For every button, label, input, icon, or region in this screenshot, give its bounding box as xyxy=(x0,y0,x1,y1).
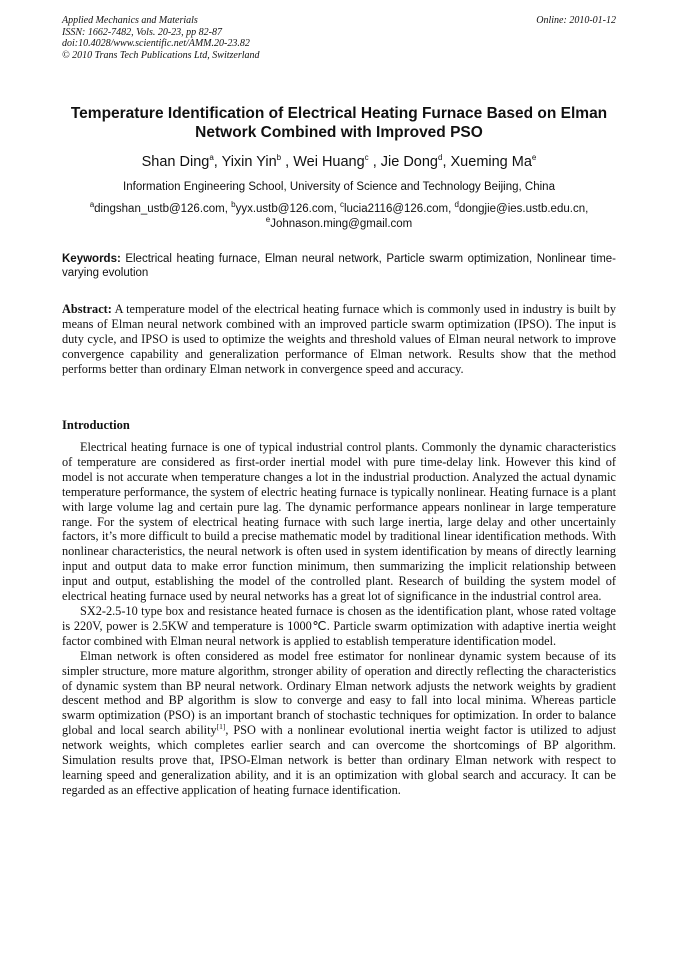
author-sep: , xyxy=(281,154,294,170)
author-sep: , xyxy=(368,154,381,170)
paper-title: Temperature Identification of Electrical Heating Furnace Based on Elman Network Combined with Improved PSO xyxy=(70,105,608,141)
author-name: Shan Ding xyxy=(141,154,210,170)
paragraph-text: Elman network is often considered as model free estimator for nonlinear dynamic system because of its simpler structure, more mature algorithm, stronger ability of operation and directly reflecting the characteristics of dynamic system than BP neural network. Ordinary Elman network adjusts the network weights by gradient descent method and BP algorithm is slow to converge and easy to fall into local minima. Whereas particle swarm optimization (PSO) is an important branch of stochastic techniques for optimization. In order to balance global and local search ability xyxy=(62,648,616,738)
email-link[interactable]: lucia2116@126.com xyxy=(343,203,449,215)
paragraph xyxy=(62,649,616,798)
section-heading: Introduction xyxy=(62,418,130,432)
author-emails: $^a$dingshan_ustb@126.com, $^b$yyx.ustb@126.com, $^c$lucia2116@126.com, $^d$dongjie@ies.ustb.edu.cn, $^e$Johnason.ming@gmail.com xyxy=(89,200,589,230)
copyright-line: © 2010 Trans Tech Publications Ltd, Switzerland xyxy=(62,49,260,61)
author-name: Xueming Ma xyxy=(450,154,532,170)
author-name: Yixin Yin xyxy=(221,154,277,170)
author-sup: c xyxy=(364,153,369,163)
author-list xyxy=(52,153,626,171)
paragraph: SX2-2.5-10 type box and resistance heated furnace is chosen as the identification plant, whose rated voltage is 220V, power is 2.5KW and temperature is 1000℃. Particle swarm optimization with adaptive inertia weight factor combined with Elman neural network is applied to establish temperature identification model. xyxy=(62,603,616,648)
keywords-text: Electrical heating furnace, Elman neural network, Particle swarm optimization, Nonlinear time-varying evolution xyxy=(62,253,617,279)
journal-header xyxy=(62,15,616,61)
author-sup: e xyxy=(531,153,537,163)
online-date: Online: 2010-01-12 xyxy=(536,15,616,26)
email-link[interactable]: dongjie@ies.ustb.edu.cn xyxy=(458,203,586,215)
keywords-block xyxy=(62,252,616,280)
introduction-body xyxy=(62,440,616,798)
paragraph-text: , PSO with a nonlinear evolutional inertia weight factor is utilized to adjust network weights, which completes earlier search and can overcome the shortcomings of BP algorithm. Simulation results prove that, IPSO-Elman network is better than ordinary Elman network with respect to learning speed and generalization ability, and it is an optimization with global search and accuracy. It can be regarded as an effective application of heating furnace identification. xyxy=(62,723,616,797)
author-sup: a xyxy=(209,153,214,163)
author-sup: d xyxy=(438,153,443,163)
abstract-label: Abstract: xyxy=(62,302,112,316)
author-name: Jie Dong xyxy=(380,154,438,170)
abstract-block xyxy=(62,302,616,377)
keywords-label: Keywords: xyxy=(62,253,121,265)
author-sup: b xyxy=(276,153,282,163)
author-name: Wei Huang xyxy=(293,154,365,170)
email-link[interactable]: yyx.ustb@126.com xyxy=(235,203,334,215)
author-sep: , xyxy=(213,154,222,170)
email-link[interactable]: Johnason.ming@gmail.com xyxy=(270,218,413,230)
doi-line: doi:10.4028/www.scientific.net/AMM.20-23.82 xyxy=(62,38,250,49)
journal-name: Applied Mechanics and Materials xyxy=(62,15,198,26)
abstract-text: A temperature model of the electrical heating furnace which is commonly used in industry is built by means of Elman neural network combined with an improved particle swarm optimization (IPSO). The input is duty cycle, and IPSO is used to optimize the weights and threshold values of Elman neural network to improve convergence capability and generalization performance of Elman network. Results show that the method performs better than ordinary Elman network in convergence speed and accuracy. xyxy=(62,302,616,377)
author-sep: , xyxy=(442,154,451,170)
paragraph: Electrical heating furnace is one of typical industrial control plants. Commonly the dynamic characteristics of temperature are considered as first-order inertial model with pure time-delay link. However this kind of model is not accurate when temperature changes a lot in the industrial production. Analyzed the actual dynamic temperature performance, the system of electric heating furnace is typically nonlinear. Heating furnace is a plant with large volume lag and certain pure lag. The dynamic performance appears nonlinear in large temperature range. For the system of electrical heating furnace with such large inertia, large delay and other uncertainly factors, it’s more difficult to build a precise mathematic model by traditional linear identification methods. With nonlinear characteristics, the neural network is often used in system identification by means of directly learning input and output data to make error function minimum, then summarizing the implicit relationship between input and output, establishing the model of the controlled plant. Research of building the system model of electrical heating furnace used by neural networks has a great lot of significance in the industrial control area. xyxy=(62,440,616,604)
citation-ref: [1] xyxy=(216,722,226,732)
issn-line: ISSN: 1662-7482, Vols. 20-23, pp 82-87 xyxy=(62,26,222,38)
affiliation: Information Engineering School, University of Science and Technology Beijing, China xyxy=(123,181,555,193)
email-link[interactable]: dingshan_ustb@126.com xyxy=(94,203,225,215)
